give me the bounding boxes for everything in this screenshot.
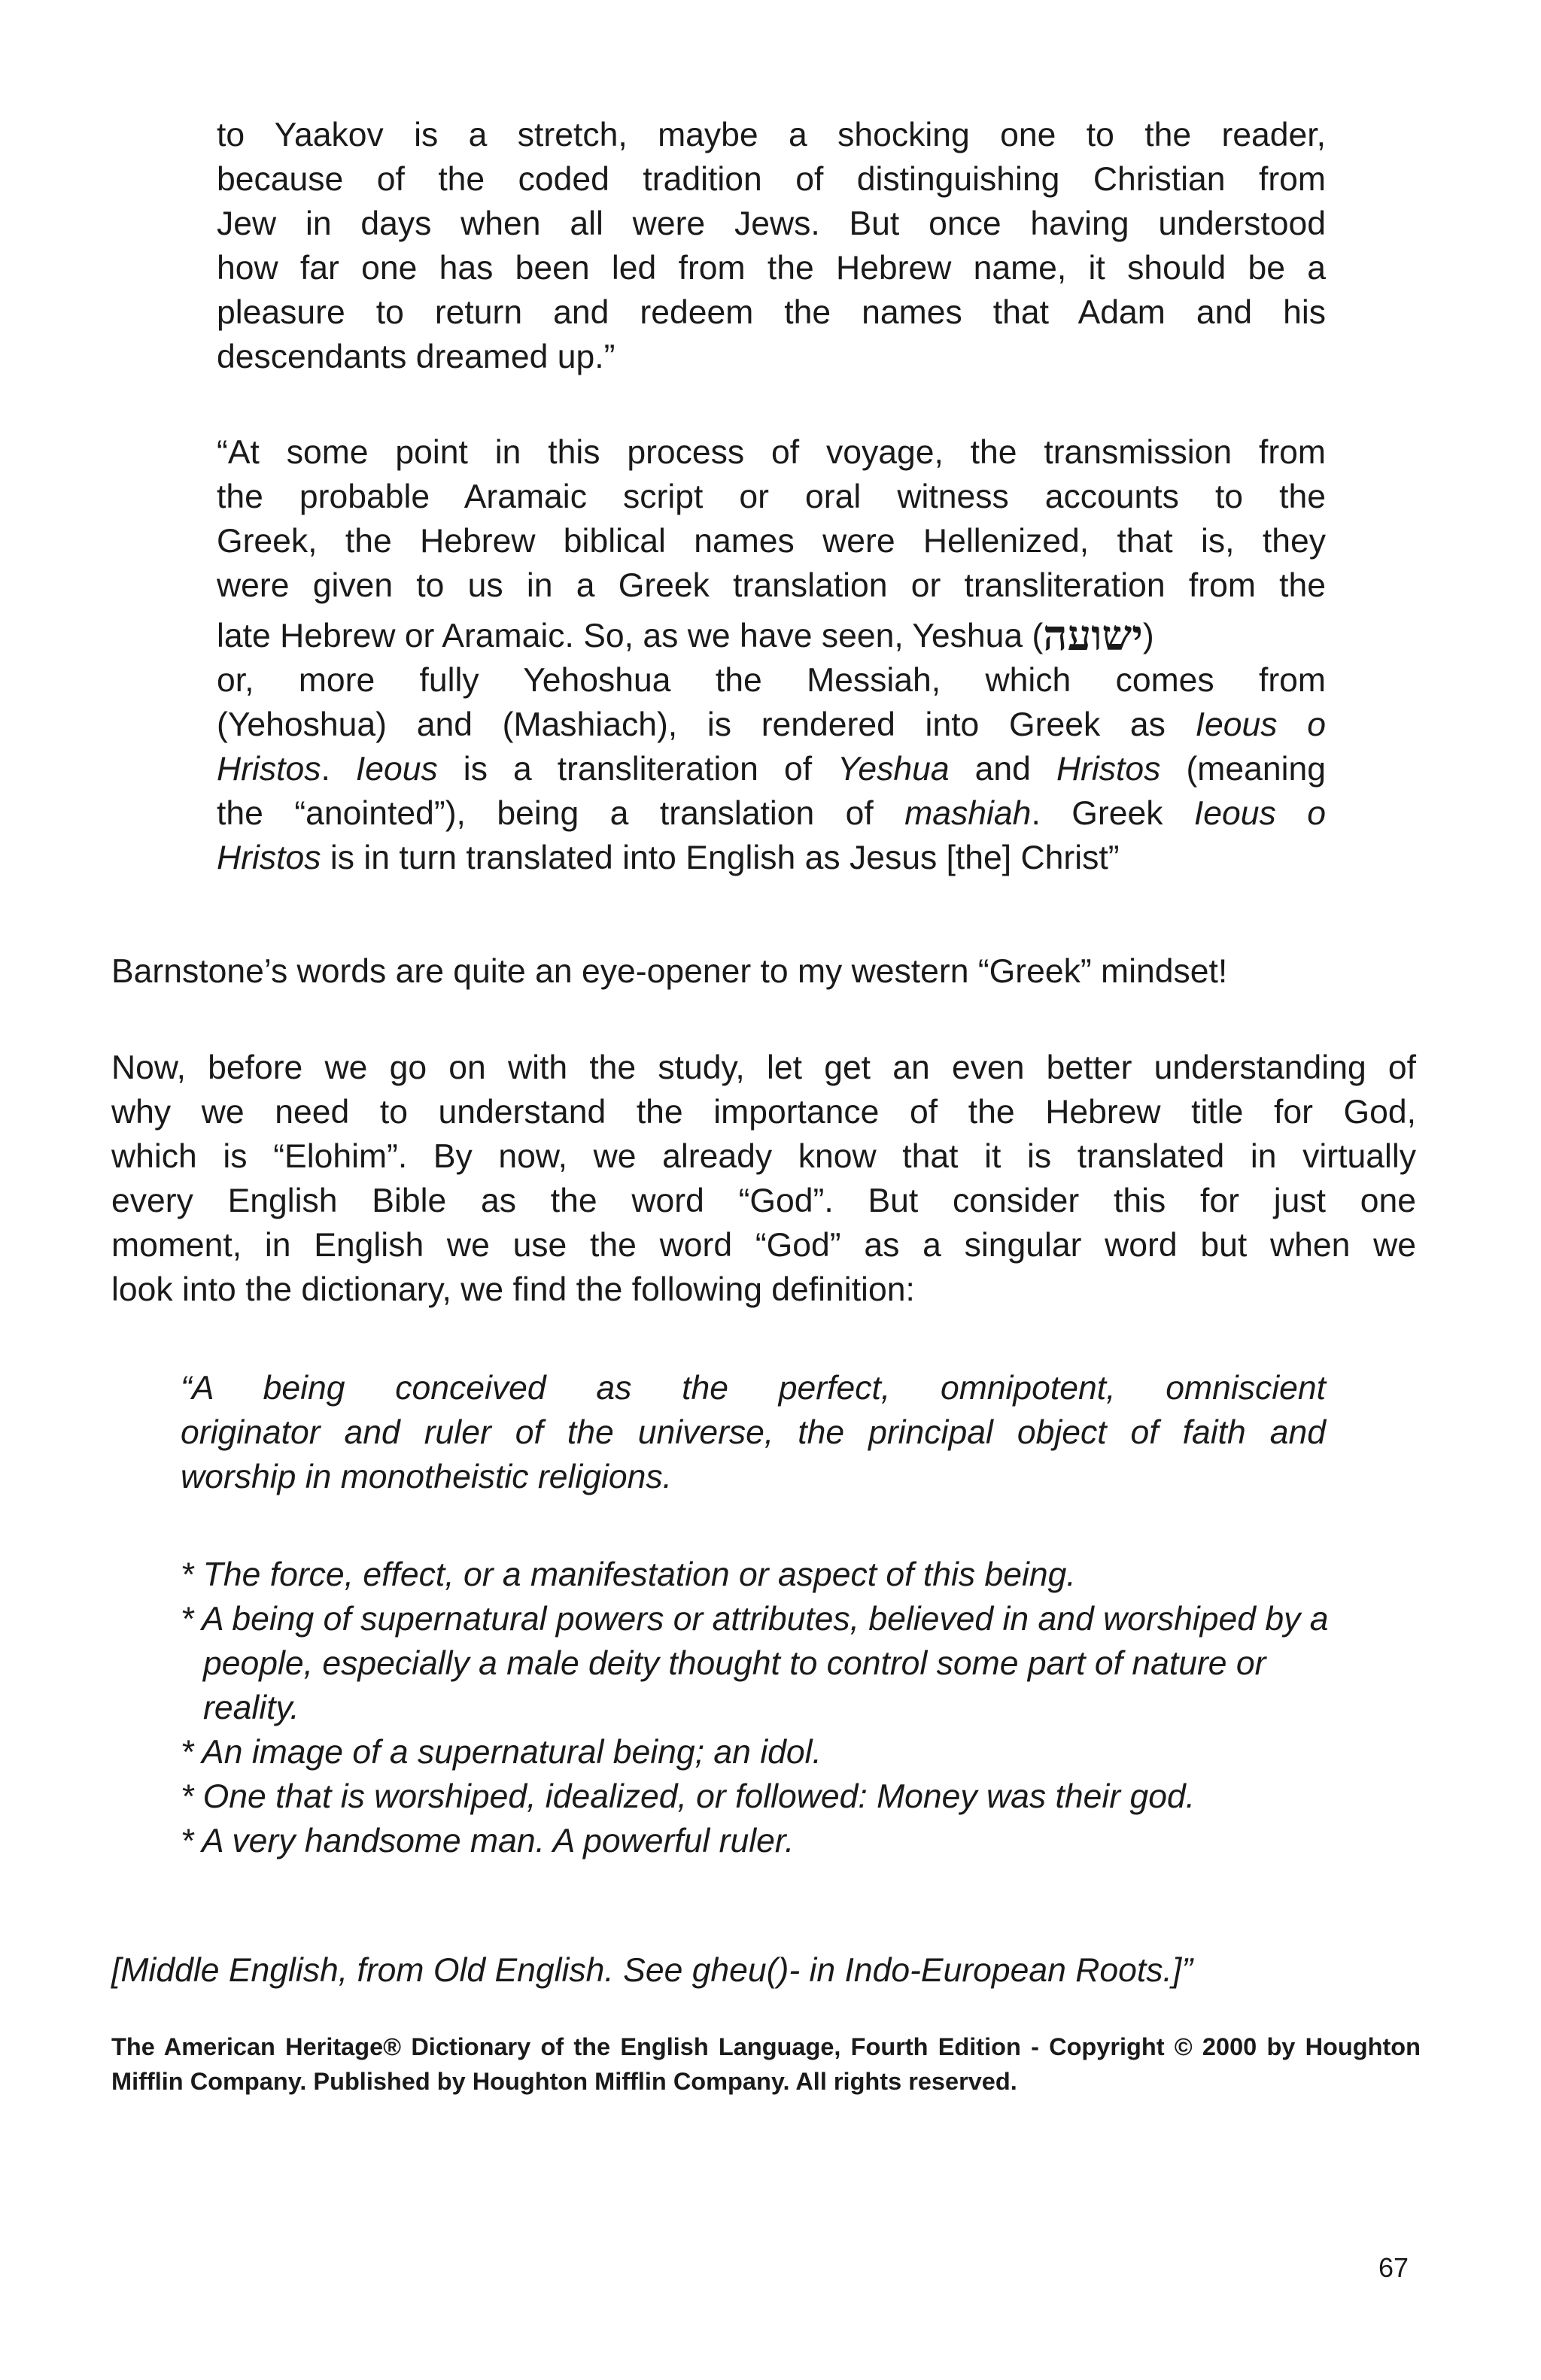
quote-line: “At some point in this process of voyage, the transmission from <box>217 434 1326 471</box>
paragraph-line: look into the dictionary, we find the following definition: <box>111 1271 915 1308</box>
greek-term: Ieous o <box>1193 795 1326 832</box>
quote-line: pleasure to return and redeem the names that Adam and his <box>217 294 1326 331</box>
definition-senses <box>181 1553 1339 1863</box>
quote-continuation <box>217 113 1326 379</box>
quote-text: . <box>321 751 356 788</box>
sense-item: * The force, effect, or a manifestation or aspect of this being. <box>181 1556 1076 1593</box>
barnstone-remark: Barnstone’s words are quite an eye-opener to my western “Greek” mindset! <box>111 953 1228 990</box>
quote-text: (meaning <box>1160 751 1326 788</box>
quote-line: Jew in days when all were Jews. But once having understood <box>217 205 1326 242</box>
definition-line: worship in monotheistic religions. <box>181 1459 672 1495</box>
quote-line: descendants dreamed up.” <box>217 338 615 375</box>
quote-line: because of the coded tradition of distinguishing Christian from <box>217 161 1326 198</box>
paragraph-line: which is “Elohim”. By now, we already know that it is translated in virtually <box>111 1138 1416 1175</box>
elohim-paragraph <box>111 1046 1416 1312</box>
etymology-note: [Middle English, from Old English. See gheu()- in Indo-European Roots.]” <box>111 1952 1193 1989</box>
quote-line: the probable Aramaic script or oral witness accounts to the <box>217 478 1326 515</box>
greek-term: Hristos <box>1056 751 1161 788</box>
quote-hellenized <box>217 430 1326 880</box>
greek-term: Hristos <box>217 751 321 788</box>
definition-line: originator and ruler of the universe, the principal object of faith and <box>181 1414 1326 1451</box>
quote-line: or, more fully Yehoshua the Messiah, which comes from <box>217 662 1326 699</box>
quote-line: Greek, the Hebrew biblical names were Hellenized, that is, they <box>217 523 1326 560</box>
quote-line: to Yaakov is a stretch, maybe a shocking one to the reader, <box>217 117 1326 153</box>
dictionary-definition <box>181 1366 1326 1499</box>
page-number: 67 <box>1378 2252 1409 2283</box>
quote-text: (Yehoshua) and (Mashiach), is rendered into Greek as <box>217 706 1196 743</box>
quote-text: the “anointed”), being a translation of <box>217 795 905 832</box>
quote-line <box>217 836 1326 880</box>
paragraph-line: Now, before we go on with the study, let get an even better understanding of <box>111 1049 1416 1086</box>
quote-line <box>217 747 1326 791</box>
quote-line <box>217 703 1326 747</box>
quote-line: how far one has been led from the Hebrew name, it should be a <box>217 250 1326 287</box>
quote-text: and <box>949 751 1056 788</box>
quote-text: . Greek <box>1031 795 1194 832</box>
quote-line <box>217 791 1326 836</box>
quote-line: were given to us in a Greek translation or transliteration from the <box>217 567 1326 604</box>
quote-text: late Hebrew or Aramaic. So, as we have seen, Yeshua ( <box>217 618 1044 654</box>
definition-line: “A being conceived as the perfect, omnipotent, omniscient <box>181 1370 1326 1407</box>
sense-item: * A being of supernatural powers or attributes, believed in and worshiped by a people, especially a male deity thought to control some part of nature or reality. <box>181 1601 1329 1726</box>
quote-text: ) <box>1142 618 1154 654</box>
sense-item: * One that is worshiped, idealized, or followed: Money was their god. <box>181 1778 1196 1815</box>
sense-item: * An image of a supernatural being; an idol. <box>181 1734 822 1771</box>
paragraph-line: why we need to understand the importance of the Hebrew title for God, <box>111 1094 1416 1131</box>
paragraph-line: every English Bible as the word “God”. But consider this for just one <box>111 1182 1416 1219</box>
paragraph-line: moment, in English we use the word “God” as a singular word but when we <box>111 1227 1416 1264</box>
greek-term: Ieous <box>355 751 438 788</box>
greek-term: Ieous o <box>1195 706 1326 743</box>
quote-text: is in turn translated into English as Jesus [the] Christ” <box>321 839 1120 876</box>
sense-item: * A very handsome man. A powerful ruler. <box>181 1823 795 1859</box>
hebrew-term: Yeshua <box>837 751 950 788</box>
hebrew-name-yeshua: ישועה <box>1043 611 1143 660</box>
hebrew-term: mashiah <box>904 795 1032 832</box>
dictionary-citation: The American Heritage® Dictionary of the English Language, Fourth Edition - Copyright © 2000 by Houghton Mifflin Company. Published by Houghton Mifflin Company. All rights reserved. <box>111 2033 1421 2095</box>
greek-term: Hristos <box>217 839 321 876</box>
quote-line <box>217 611 1326 660</box>
quote-text: is a transliteration of <box>437 751 838 788</box>
